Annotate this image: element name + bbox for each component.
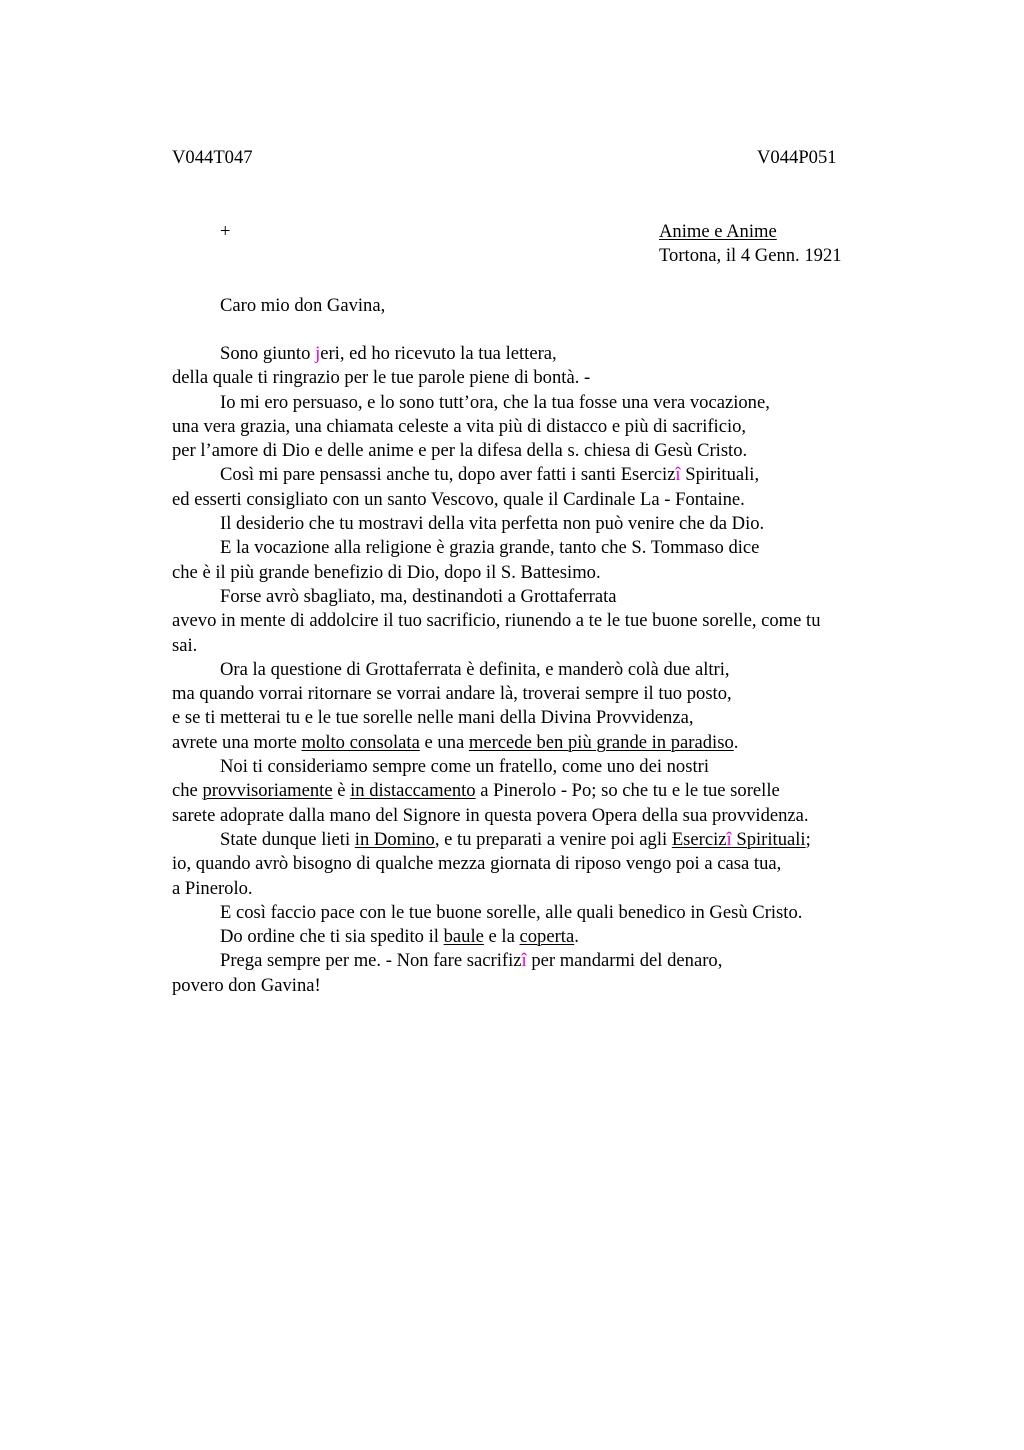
body-line: State dunque lieti in Domino, e tu preparati a venire poi agli Esercizî Spirituali; <box>220 828 811 850</box>
underlined-phrase: provvisoriamente <box>202 780 333 802</box>
body-line: Sono giunto jeri, ed ho ricevuto la tua lettera, <box>220 343 557 364</box>
underlined-phrase: mercede ben più grande in paradiso <box>468 731 734 753</box>
underlined-phrase: coperta <box>519 926 575 948</box>
body-line: Prega sempre per me. - Non fare sacrifizî per mandarmi del denaro, <box>220 950 723 972</box>
body-line: Noi ti consideriamo sempre come un fratello, come uno dei nostri <box>220 756 709 778</box>
body-line: E la vocazione alla religione è grazia grande, tanto che S. Tommaso dice <box>220 537 760 559</box>
underlined-phrase: molto consolata <box>301 731 420 753</box>
underlined-phrase: in distaccamento <box>350 780 476 802</box>
body-line: ed esserti consigliato con un santo Vescovo, quale il Cardinale La - Fontaine. <box>172 488 745 510</box>
body-line: e se ti metterai tu e le tue sorelle nelle mani della Divina Provvidenza, <box>172 707 694 729</box>
body-line: Io mi ero persuaso, e lo sono tutt’ora, che la tua fosse una vera vocazione, <box>220 391 770 413</box>
header-right-code: V044P051 <box>757 147 837 168</box>
body-line: sarete adoprate dalla mano del Signore in questa povera Opera della sua provvidenza. <box>172 804 809 826</box>
cross-symbol: + <box>220 221 231 242</box>
body-line: per l’amore di Dio e delle anime e per la difesa della s. chiesa di Gesù Cristo. <box>172 440 748 462</box>
body-line: io, quando avrò bisogno di qualche mezza giornata di riposo vengo poi a casa tua, <box>172 853 782 875</box>
body-line: Il desiderio che tu mostravi della vita perfetta non può venire che da Dio. <box>220 513 765 535</box>
body-line: a Pinerolo. <box>172 877 253 899</box>
body-line: E così faccio pace con le tue buone sorelle, alle quali benedico in Gesù Cristo. <box>220 901 803 923</box>
body-line: che è il più grande benefizio di Dio, dopo il S. Battesimo. <box>172 561 601 583</box>
body-line: ma quando vorrai ritornare se vorrai andare là, troverai sempre il tuo posto, <box>172 683 732 705</box>
underlined-phrase: baule <box>443 926 484 948</box>
highlighted-char: î <box>521 950 527 972</box>
underlined-phrase: in Domino <box>354 828 435 850</box>
body-line: che provvisoriamente è in distaccamento a Pinerolo - Po; so che tu e le tue sorelle <box>172 780 780 802</box>
body-line: della quale ti ringrazio per le tue parole piene di bontà. - <box>172 367 591 389</box>
highlighted-char: î <box>726 828 732 850</box>
body-line: una vera grazia, una chiamata celeste a vita più di distacco e più di sacrificio, <box>172 415 747 437</box>
body-line: sai. <box>172 634 198 656</box>
body-line: Così mi pare pensassi anche tu, dopo aver fatti i santi Esercizî Spirituali, <box>220 464 760 486</box>
place-date: Tortona, il 4 Genn. 1921 <box>659 245 842 266</box>
body-line: Ora la questione di Grottaferrata è definita, e manderò colà due altri, <box>220 658 730 680</box>
underlined-phrase: Esercizî Spirituali <box>671 828 806 850</box>
highlighted-char: î <box>675 464 681 486</box>
header-left-code: V044T047 <box>172 147 253 168</box>
body-line: Do ordine che ti sia spedito il baule e la coperta. <box>220 926 579 948</box>
letter-title: Anime e Anime <box>659 221 777 242</box>
body-line: avevo in mente di addolcire il tuo sacrificio, riunendo a te le tue buone sorelle, come tu <box>172 610 821 632</box>
body-line: avrete una morte molto consolata e una mercede ben più grande in paradiso. <box>172 731 739 753</box>
body-line: povero don Gavina! <box>172 974 321 996</box>
salutation: Caro mio don Gavina, <box>220 295 386 316</box>
body-line: Forse avrò sbagliato, ma, destinandoti a Grottaferrata <box>220 585 617 607</box>
highlighted-char: j <box>315 343 321 364</box>
letter-body <box>172 342 912 998</box>
